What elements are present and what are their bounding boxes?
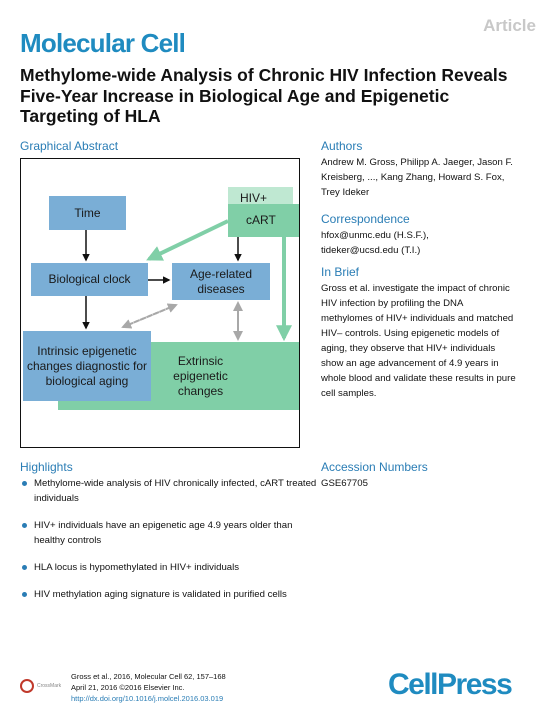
highlights-list <box>20 476 320 614</box>
highlight-text: HLA locus is hypomethylated in HIV+ individuals <box>34 562 240 573</box>
arrow-cart-to-clock <box>149 221 228 259</box>
correspondence-heading: Correspondence <box>321 212 410 226</box>
in-brief-text: Gross et al. investigate the impact of chronic HIV infection by profiling the DNA methylomes of HIV+ individuals and matched HIV– controls. Using epigenetic models of aging, they observe that HIV+ individuals show an age advancement of 4.9 years in whole blood and validate these results in pure cell samples. <box>321 283 516 399</box>
article-type-label: Article <box>483 16 536 35</box>
bullet-icon <box>22 565 27 570</box>
doi-link[interactable]: http://dx.doi.org/10.1016/j.molcel.2016.03.019 <box>71 694 224 703</box>
paper-title: Methylome-wide Analysis of Chronic HIV Infection Reveals Five-Year Increase in Biological Age and Epigenetic Targeting of HLA <box>20 65 508 126</box>
crossmark-label: CrossMark <box>37 683 62 689</box>
bullet-icon <box>22 481 27 486</box>
date-line: April 21, 2016 ©2016 Elsevier Inc. <box>71 683 185 692</box>
journal-title: Molecular Cell <box>20 28 186 58</box>
intrinsic-changes-label: Intrinsic epigenetic changes diagnostic for biological aging <box>26 343 148 388</box>
extrinsic-changes-label: Extrinsic epigenetic changes <box>173 353 228 398</box>
accession-heading: Accession Numbers <box>321 460 428 474</box>
highlight-item <box>20 518 320 548</box>
crossmark-icon[interactable] <box>20 679 34 693</box>
graphical-abstract <box>20 158 300 448</box>
bullet-icon <box>22 523 27 528</box>
biological-clock-label: Biological clock <box>48 272 131 286</box>
hiv-label: HIV+ <box>240 190 268 205</box>
citation-block <box>71 671 226 704</box>
bullet-icon <box>22 592 27 597</box>
highlight-text: Methylome-wide analysis of HIV chronically infected, cART treated individuals <box>34 478 317 504</box>
highlight-item <box>20 587 320 602</box>
highlights-heading: Highlights <box>20 460 73 474</box>
arrows-layer <box>21 159 300 448</box>
cellpress-logo: CellPress <box>388 668 512 701</box>
in-brief-heading: In Brief <box>321 265 360 279</box>
highlight-text: HIV+ individuals have an epigenetic age 4.9 years older than healthy controls <box>34 520 293 546</box>
authors-list: Andrew M. Gross, Philipp A. Jaeger, Jason F. Kreisberg, ..., Kang Zhang, Howard S. Fox, Trey Ideker <box>321 157 513 198</box>
authors-heading: Authors <box>321 139 363 153</box>
cart-label: cART <box>246 213 276 227</box>
accession-number[interactable]: GSE67705 <box>321 478 368 489</box>
age-related-diseases-label: Age-related diseases <box>189 266 253 296</box>
highlight-text: HIV methylation aging signature is validated in purified cells <box>34 589 287 600</box>
highlight-item <box>20 560 320 575</box>
graphical-abstract-heading: Graphical Abstract <box>20 139 119 153</box>
time-label: Time <box>74 205 101 220</box>
correspondence-emails: hfox@unmc.edu (H.S.F.), tideker@ucsd.edu (T.I.) <box>321 230 429 256</box>
citation-line: Gross et al., 2016, Molecular Cell 62, 157–168 <box>71 672 226 681</box>
highlight-item <box>20 476 320 506</box>
